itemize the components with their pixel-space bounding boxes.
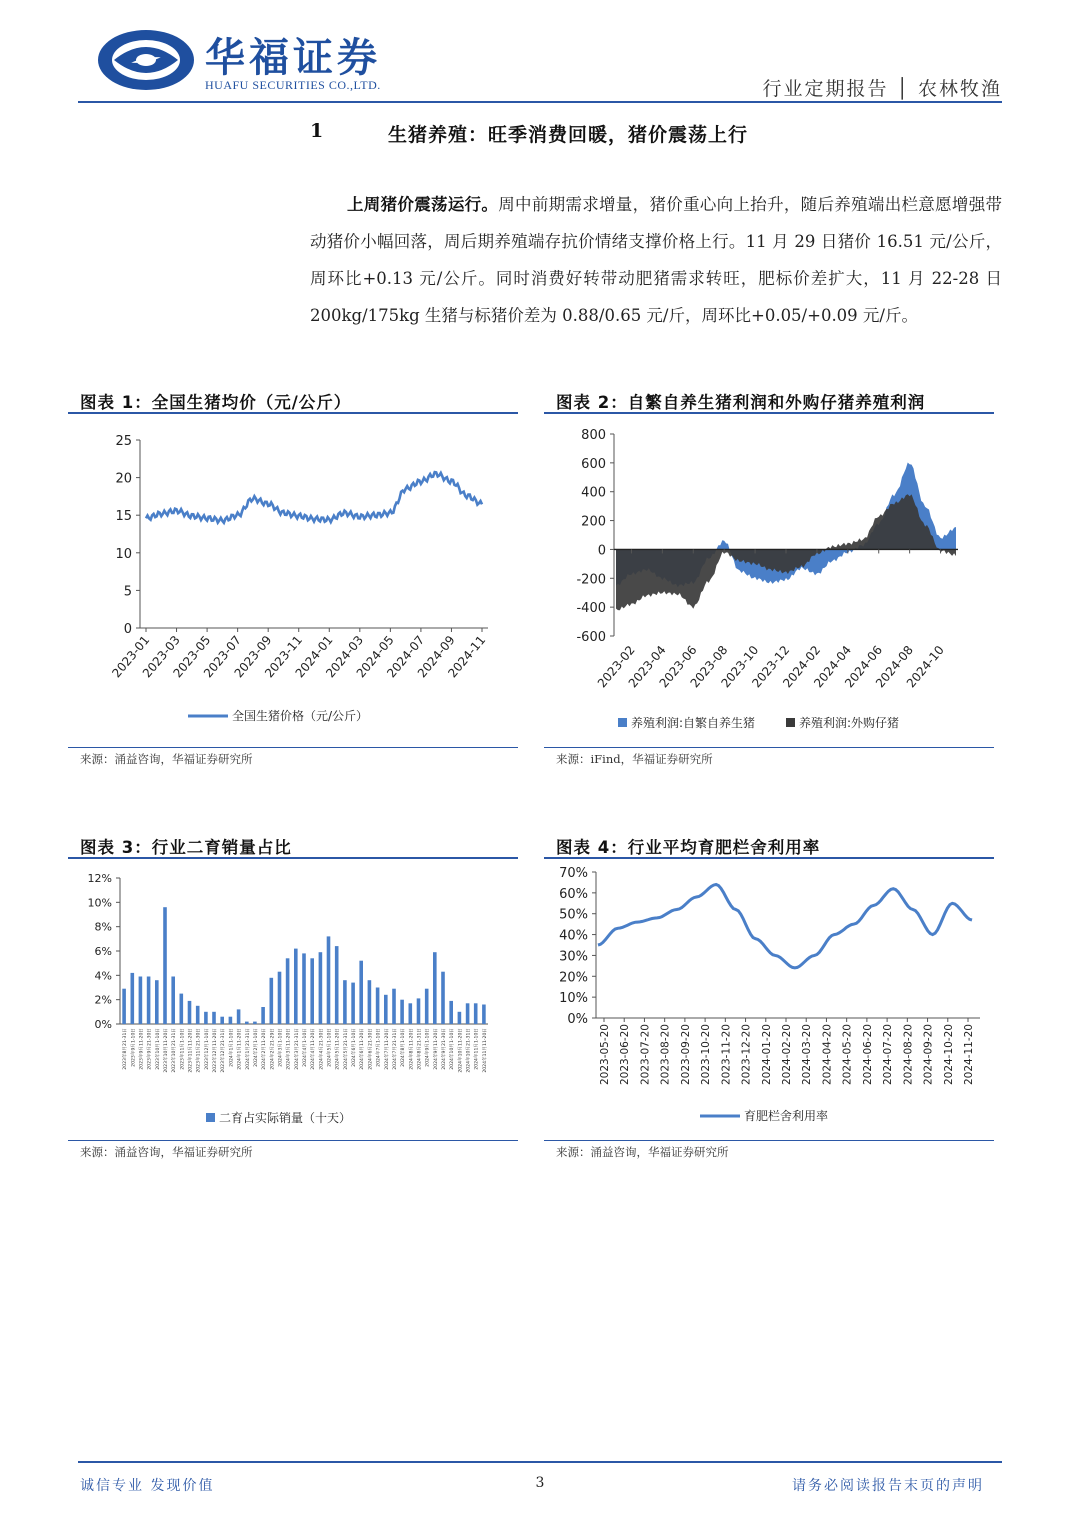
bar [327, 936, 331, 1024]
x-tick-label: 2023-06-20 [619, 1024, 632, 1086]
bar [449, 1001, 453, 1024]
chart-secondary-fattening-share [68, 864, 518, 1136]
brand-name-en: HUAFU SECURITIES CO.,LTD. [205, 78, 381, 92]
bar [319, 952, 323, 1024]
x-tick-label: 2023-09-20 [679, 1024, 692, 1086]
y-tick-label: 10 [115, 546, 132, 562]
x-tick-label: 2024年6月21-30日 [368, 1028, 374, 1070]
bar [384, 995, 388, 1024]
x-tick-label: 2023-03 [139, 632, 183, 681]
figure4-source-rule [544, 1140, 994, 1141]
bar [212, 1012, 216, 1024]
chart-pen-utilization [544, 864, 994, 1136]
x-tick-label: 2023-08 [687, 642, 731, 691]
legend-label: 育肥栏舍利用率 [744, 1109, 829, 1123]
y-tick-label: 30% [559, 949, 588, 965]
y-tick-label: -200 [576, 572, 606, 588]
y-tick-label: 10% [87, 896, 112, 910]
bar [163, 907, 167, 1024]
bar [188, 1001, 192, 1024]
x-tick-label: 2024年3月21-31日 [294, 1028, 300, 1070]
x-tick-label: 2023-04 [625, 642, 669, 691]
bar [171, 977, 175, 1025]
x-tick-label: 2024年2月21-29日 [270, 1028, 276, 1070]
legend-label-1: 养殖利润:自繁自养生猪 [631, 716, 756, 730]
figure1-source-rule [68, 747, 518, 748]
x-tick-label: 2023年11月11-20日 [188, 1028, 194, 1073]
x-tick-label: 2024年9月1-10日 [425, 1028, 431, 1067]
chart-breeding-profit [544, 420, 994, 740]
x-tick-label: 2024-11 [445, 632, 489, 681]
bar [196, 1006, 200, 1024]
y-tick-label: 800 [581, 428, 606, 443]
footer-slogan: 诚信专业 发现价值 [80, 1478, 215, 1494]
legend-swatch-2 [786, 718, 795, 727]
y-tick-label: 60% [559, 886, 588, 902]
x-tick-label: 2024年5月11-20日 [335, 1028, 341, 1070]
x-tick-label: 2024-04 [811, 642, 855, 691]
x-tick-label: 2024年10月11-20日 [458, 1028, 464, 1073]
legend-label: 二育占实际销量（十天） [219, 1111, 352, 1125]
x-tick-label: 2023年10月11-20日 [164, 1028, 169, 1073]
x-tick-label: 2024年4月1-10日 [303, 1028, 308, 1067]
x-tick-label: 2023-07 [200, 632, 244, 681]
x-tick-label: 2023年11月21-30日 [196, 1028, 202, 1073]
x-tick-label: 2024-02-20 [781, 1024, 793, 1086]
y-tick-label: 40% [559, 928, 588, 944]
y-tick-label: 600 [581, 456, 606, 472]
x-tick-label: 2024-10-20 [942, 1024, 955, 1086]
x-tick-label: 2024年2月11-20日 [262, 1028, 268, 1070]
figure4-title: 图表 4：行业平均育肥栏舍利用率 [556, 838, 821, 857]
x-tick-label: 2024-06 [842, 642, 886, 691]
bar [335, 946, 339, 1024]
bar [425, 989, 429, 1024]
x-tick-label: 2024年9月11-20日 [433, 1028, 439, 1070]
y-tick-label: -600 [576, 630, 606, 645]
footer-rule [78, 1461, 1002, 1463]
x-tick-label: 2024年8月1-10日 [401, 1028, 407, 1067]
x-tick-label: 2023-10-20 [700, 1024, 713, 1086]
figure2-title: 图表 2：自繁自养生猪利润和外购仔猪养殖利润 [556, 393, 926, 412]
x-tick-label: 2024年4月11-20日 [311, 1028, 317, 1070]
legend-swatch-1 [618, 718, 627, 727]
y-tick-label: 400 [581, 485, 606, 501]
x-tick-label: 2024-05-20 [841, 1024, 854, 1086]
x-tick-label: 2023-08-20 [659, 1024, 672, 1086]
bar [474, 1003, 478, 1024]
y-tick-label: 0 [123, 622, 132, 637]
y-tick-label: 50% [559, 907, 588, 923]
x-tick-label: 2023年12月1-10日 [204, 1028, 210, 1070]
x-tick-label: 2024年1月1-10日 [229, 1028, 235, 1067]
x-tick-label: 2024年7月1-10日 [376, 1028, 382, 1067]
x-tick-label: 2024年1月11-20日 [237, 1028, 243, 1070]
bar [359, 961, 363, 1024]
x-tick-label: 2024年8月21-31日 [417, 1028, 423, 1070]
figure3-title-rule [68, 857, 518, 859]
y-tick-label: 20% [559, 970, 588, 986]
bar [343, 980, 347, 1024]
report-category: 行业定期报告 │ 农林牧渔 [762, 78, 1002, 100]
bar [441, 972, 445, 1024]
bar [368, 980, 372, 1024]
x-tick-label: 2024年7月11-20日 [384, 1028, 390, 1070]
x-tick-label: 2024年5月21-31日 [343, 1028, 349, 1070]
x-tick-label: 2024-11-20 [963, 1024, 975, 1086]
x-tick-label: 2024年3月1-10日 [278, 1028, 284, 1067]
brand-name: 华福证券 [205, 35, 381, 81]
x-tick-label: 2024年8月11-20日 [409, 1028, 415, 1070]
x-tick-label: 2023年12月11-20日 [213, 1028, 218, 1073]
x-tick-label: 2024-03-20 [801, 1024, 814, 1086]
y-tick-label: 0% [567, 1012, 588, 1027]
x-tick-label: 2024-03 [323, 632, 367, 681]
x-tick-label: 2024年1月21-31日 [245, 1028, 251, 1070]
series-line-utilization [598, 885, 972, 968]
section-number: 1 [310, 120, 324, 142]
x-tick-label: 2024年6月1-10日 [352, 1028, 358, 1067]
x-tick-label: 2023-10 [718, 642, 762, 691]
x-tick-label: 2024年5月1-10日 [327, 1028, 333, 1067]
x-tick-label: 2024年3月11-20日 [286, 1028, 292, 1070]
x-tick-label: 2024-06-20 [861, 1024, 874, 1086]
chart-hog-price [68, 420, 518, 740]
x-tick-label: 2023-09 [231, 632, 275, 681]
x-tick-label: 2024-07-20 [882, 1024, 895, 1086]
paragraph-body: 周中前期需求增量，猪价重心向上抬升，随后养殖端出栏意愿增强带动猪价小幅回落，周后期养殖端存抗价情绪支撑价格上行。11 月 29 日猪价 16.51 元/公斤，周环比+0.13 元/公斤。同时消费好转带动肥猪需求转旺，肥标价差扩大，11 月 22-28 日 200kg/175kg 生猪与标猪价差为 0.88/0.65 元/斤，周环比+0.05/+0.09 元/斤。 [310, 195, 1003, 325]
page-number: 3 [535, 1475, 545, 1491]
y-tick-label: 25 [115, 434, 132, 449]
y-tick-label: 5 [123, 584, 132, 600]
y-tick-label: 10% [559, 991, 588, 1007]
x-tick-label: 2023年10月1-10日 [155, 1028, 161, 1070]
body-paragraph [310, 186, 1002, 334]
bar [261, 1007, 265, 1024]
y-tick-label: 6% [94, 945, 112, 958]
x-tick-label: 2024-09 [414, 632, 458, 681]
x-tick-label: 2023年9月11-20日 [139, 1028, 145, 1070]
figure3-title: 图表 3：行业二育销量占比 [80, 838, 292, 857]
header-rule [78, 101, 1002, 103]
y-tick-label: 12% [87, 872, 112, 885]
bar [180, 994, 184, 1024]
y-tick-label: 0% [94, 1018, 112, 1031]
x-tick-label: 2023年10月21-31日 [172, 1028, 178, 1073]
y-tick-label: 200 [581, 514, 606, 530]
footer-disclaimer: 请务必阅读报告末页的声明 [792, 1478, 984, 1494]
bar [139, 977, 143, 1025]
x-tick-label: 2023-12-20 [740, 1024, 753, 1086]
series-line-hog-price [146, 472, 482, 523]
bar [220, 1017, 224, 1024]
x-tick-label: 2023-07-20 [639, 1024, 652, 1086]
x-tick-label: 2023-05-20 [599, 1024, 611, 1086]
bar [409, 1003, 413, 1024]
x-tick-label: 2023-05 [170, 632, 214, 681]
bar [310, 958, 314, 1024]
figure4-title-rule [544, 857, 994, 859]
x-tick-label: 2023-06 [656, 642, 700, 691]
x-tick-label: 2024年7月21-31日 [393, 1028, 398, 1070]
bar [237, 1009, 241, 1024]
bar [417, 998, 421, 1024]
y-tick-label: 0 [597, 543, 606, 559]
x-tick-label: 2024年11月1-10日 [474, 1028, 480, 1070]
y-tick-label: 2% [94, 993, 112, 1007]
y-tick-label: 70% [559, 866, 588, 881]
x-tick-label: 2024-05 [353, 632, 397, 681]
figure1-title: 图表 1：全国生猪均价（元/公斤） [80, 393, 352, 412]
bar [302, 953, 306, 1024]
x-tick-label: 2023年9月1-10日 [131, 1028, 137, 1067]
x-tick-label: 2023年9月21-30日 [147, 1028, 153, 1070]
x-tick-label: 2024-07 [384, 632, 428, 681]
x-tick-label: 2023-11-20 [720, 1024, 733, 1086]
bar [458, 1012, 462, 1024]
figure2-title-rule [544, 412, 994, 414]
figure1-title-rule [68, 412, 518, 414]
bar [392, 989, 396, 1024]
y-tick-label: 4% [94, 969, 112, 983]
x-tick-label: 2024-08 [872, 642, 916, 691]
x-tick-label: 2024年10月1-10日 [450, 1028, 456, 1070]
bar [466, 1003, 470, 1024]
bar [278, 972, 282, 1024]
legend-label-2: 养殖利润:外购仔猪 [799, 716, 900, 730]
x-tick-label: 2023-11 [262, 632, 306, 681]
x-tick-label: 2024-01-20 [760, 1024, 773, 1086]
x-tick-label: 2024-02 [780, 642, 824, 691]
x-tick-label: 2023-01 [109, 632, 153, 681]
bar [351, 983, 355, 1024]
bar [286, 958, 290, 1024]
x-tick-label: 2023-02 [594, 642, 638, 691]
bar [245, 1022, 249, 1024]
company-logo [96, 28, 196, 92]
figure2-source-rule [544, 747, 994, 748]
bar [131, 973, 135, 1024]
paragraph-lead: 上周猪价震荡运行。 [347, 195, 499, 214]
figure3-source-rule [68, 1140, 518, 1141]
legend-swatch [206, 1113, 215, 1122]
legend-label: 全国生猪价格（元/公斤） [232, 709, 369, 723]
bar [204, 1012, 208, 1024]
figure3-source: 来源：涌益咨询，华福证券研究所 [80, 1145, 253, 1159]
y-tick-label: 8% [94, 920, 112, 934]
bar [270, 978, 274, 1024]
bar [482, 1005, 486, 1025]
x-tick-label: 2024年9月21-30日 [442, 1028, 447, 1070]
bar [147, 977, 151, 1025]
x-tick-label: 2024年11月11-20日 [482, 1028, 488, 1073]
figure1-source: 来源：涌益咨询，华福证券研究所 [80, 752, 253, 766]
x-tick-label: 2024年10月21-31日 [466, 1028, 472, 1073]
bar [253, 1022, 257, 1024]
x-tick-label: 2023-12 [749, 642, 793, 691]
y-tick-label: 15 [115, 509, 132, 525]
figure4-source: 来源：涌益咨询，华福证券研究所 [556, 1145, 729, 1159]
x-tick-label: 2024-10 [903, 642, 947, 691]
x-tick-label: 2024年6月11-20日 [360, 1028, 366, 1070]
y-tick-label: -400 [576, 601, 606, 617]
x-tick-label: 2024-09-20 [922, 1024, 935, 1086]
bar [376, 988, 380, 1025]
x-tick-label: 2024-04-20 [821, 1024, 834, 1086]
figure2-source: 来源：iFind，华福证券研究所 [556, 752, 713, 766]
bar [433, 952, 437, 1024]
bar [122, 989, 126, 1024]
x-tick-label: 2023年12月21-31日 [221, 1028, 227, 1073]
bar [400, 1000, 404, 1024]
bar [155, 980, 159, 1024]
section-title: 生猪养殖：旺季消费回暖，猪价震荡上行 [388, 124, 749, 146]
x-tick-label: 2023年11月1-10日 [180, 1028, 186, 1070]
y-tick-label: 20 [115, 471, 132, 487]
bar [229, 1017, 233, 1024]
x-tick-label: 2024-08-20 [902, 1024, 915, 1086]
bar [294, 949, 298, 1024]
x-tick-label: 2024年4月21-30日 [319, 1028, 325, 1070]
x-tick-label: 2024年2月1-10日 [253, 1028, 259, 1067]
x-tick-label: 2024-01 [292, 632, 336, 681]
x-tick-label: 2023年8月21-31日 [123, 1028, 129, 1070]
